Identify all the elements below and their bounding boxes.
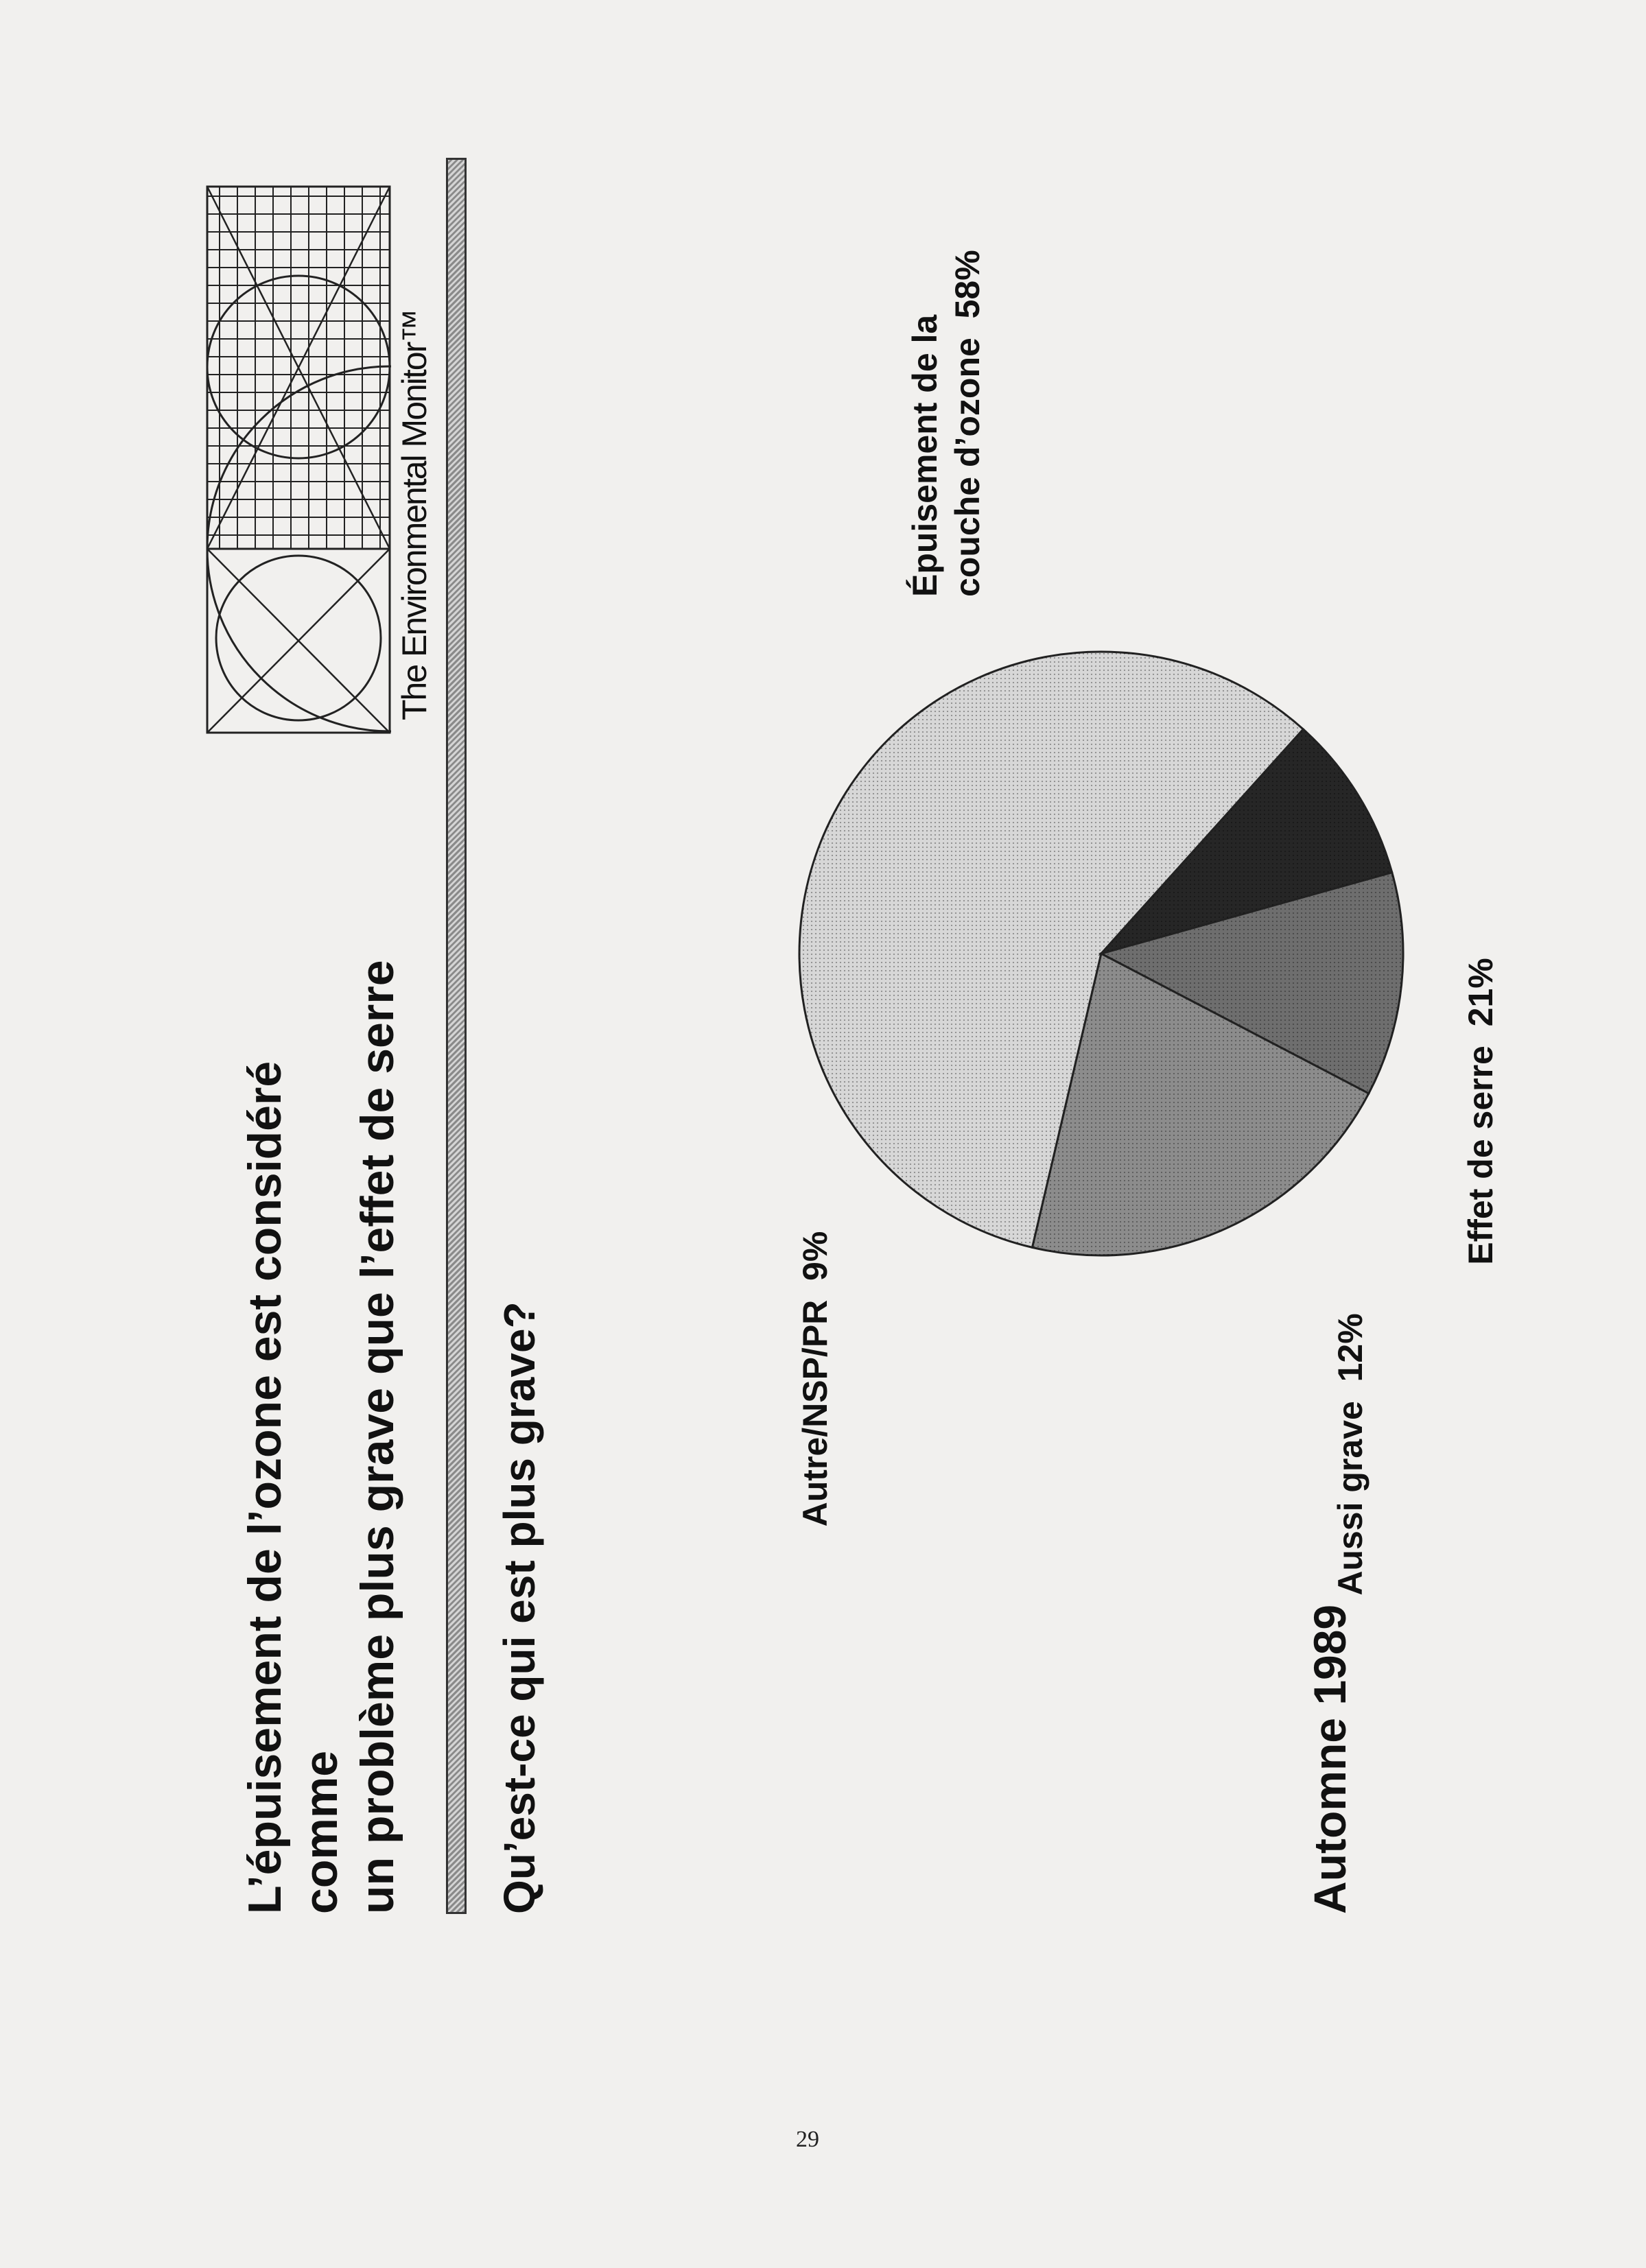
slide-title-line1: L’épuisement de l’ozone est considéré comme xyxy=(239,1061,347,1914)
pie-label-line1-1: Épuisement de la xyxy=(906,314,944,597)
pie-label-3: Aussi grave 12% xyxy=(1331,1313,1369,1596)
pie-label-4: Autre/NSP/PR 9% xyxy=(796,1231,834,1527)
pie-label-1 xyxy=(906,250,987,597)
page-number: 29 xyxy=(796,2127,819,2152)
logo-wordmark: The Environmental Monitor™ xyxy=(395,309,434,720)
survey-period: Automne 1989 xyxy=(1304,1604,1355,1914)
pie-label-line2-1: couche d’ozone 58% xyxy=(948,250,987,597)
slide-title-line2: un problème plus grave que l’effet de serre xyxy=(351,960,403,1914)
pie-label-2: Effet de serre 21% xyxy=(1461,958,1500,1265)
rotated-slide xyxy=(151,123,1516,1989)
chart-question: Qu’est-ce qui est plus grave? xyxy=(495,1301,544,1914)
